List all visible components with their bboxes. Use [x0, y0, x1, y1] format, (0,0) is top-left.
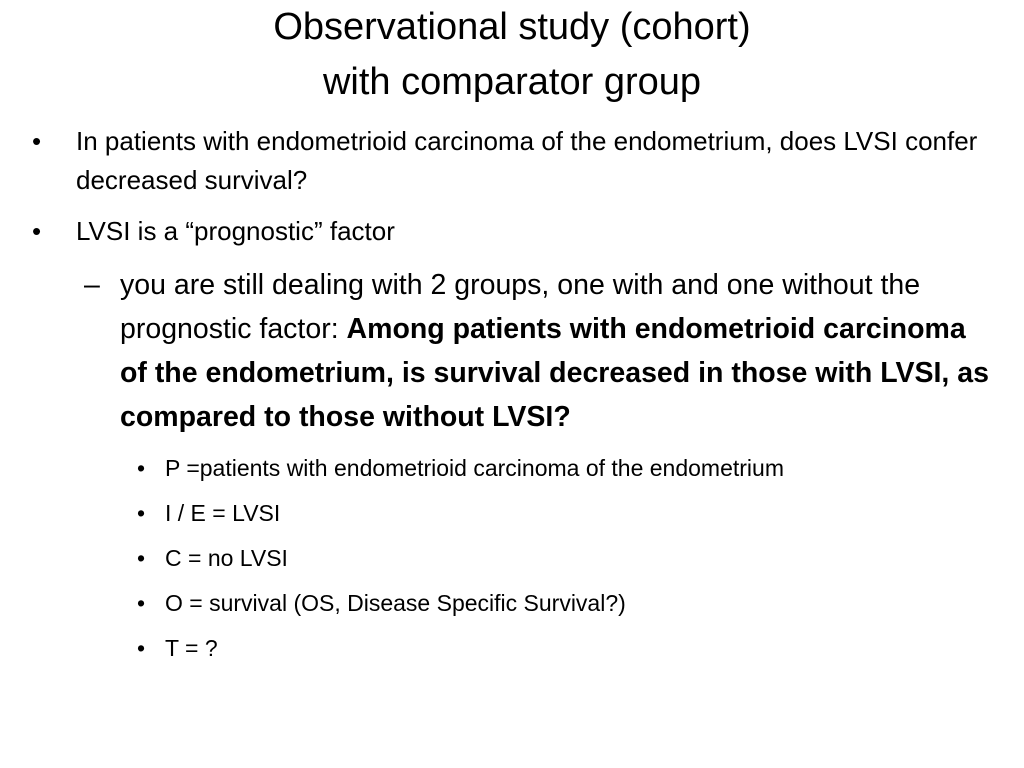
pico-item-t — [137, 631, 1005, 665]
pico-item-p — [137, 451, 1005, 485]
pico-text: O = survival (OS, Disease Specific Survival?) — [165, 590, 626, 616]
title-line-1: Observational study (cohort) — [273, 6, 751, 48]
bullet-icon: • — [137, 455, 146, 481]
bullet-prognostic — [32, 212, 991, 251]
sub-bullet-groups — [84, 263, 1000, 439]
bullet-icon: • — [32, 216, 42, 246]
bullet-icon: • — [32, 126, 42, 156]
pico-text: P =patients with endometrioid carcinoma of the endometrium — [165, 455, 784, 481]
pico-text: C = no LVSI — [165, 545, 288, 571]
dash-icon: – — [84, 269, 100, 301]
bullet-icon: • — [137, 500, 146, 526]
pico-text: I / E = LVSI — [165, 500, 281, 526]
bullet-icon: • — [137, 590, 146, 616]
bullet-text: In patients with endometrioid carcinoma of the endometrium, does LVSI confer decreased survival? — [76, 126, 978, 195]
slide-title — [0, 0, 1024, 110]
pico-text: T = ? — [165, 635, 218, 661]
bullet-icon: • — [137, 545, 146, 571]
pico-item-o — [137, 586, 1005, 620]
bullet-question — [32, 122, 991, 200]
bullet-icon: • — [137, 635, 146, 661]
sub-bullet-bold-question: Among patients with endometrioid carcinoma of the endometrium, is survival decreased in those with LVSI, as compared to those without LVSI? — [120, 313, 989, 433]
bullet-text: LVSI is a “prognostic” factor — [76, 216, 395, 246]
pico-item-c — [137, 541, 1005, 575]
pico-item-ie — [137, 496, 1005, 530]
slide-body — [0, 122, 1024, 676]
title-line-2: with comparator group — [322, 61, 702, 103]
sub-bullet-text: you are still dealing with 2 groups, one with and one without the prognostic factor: — [120, 269, 921, 345]
